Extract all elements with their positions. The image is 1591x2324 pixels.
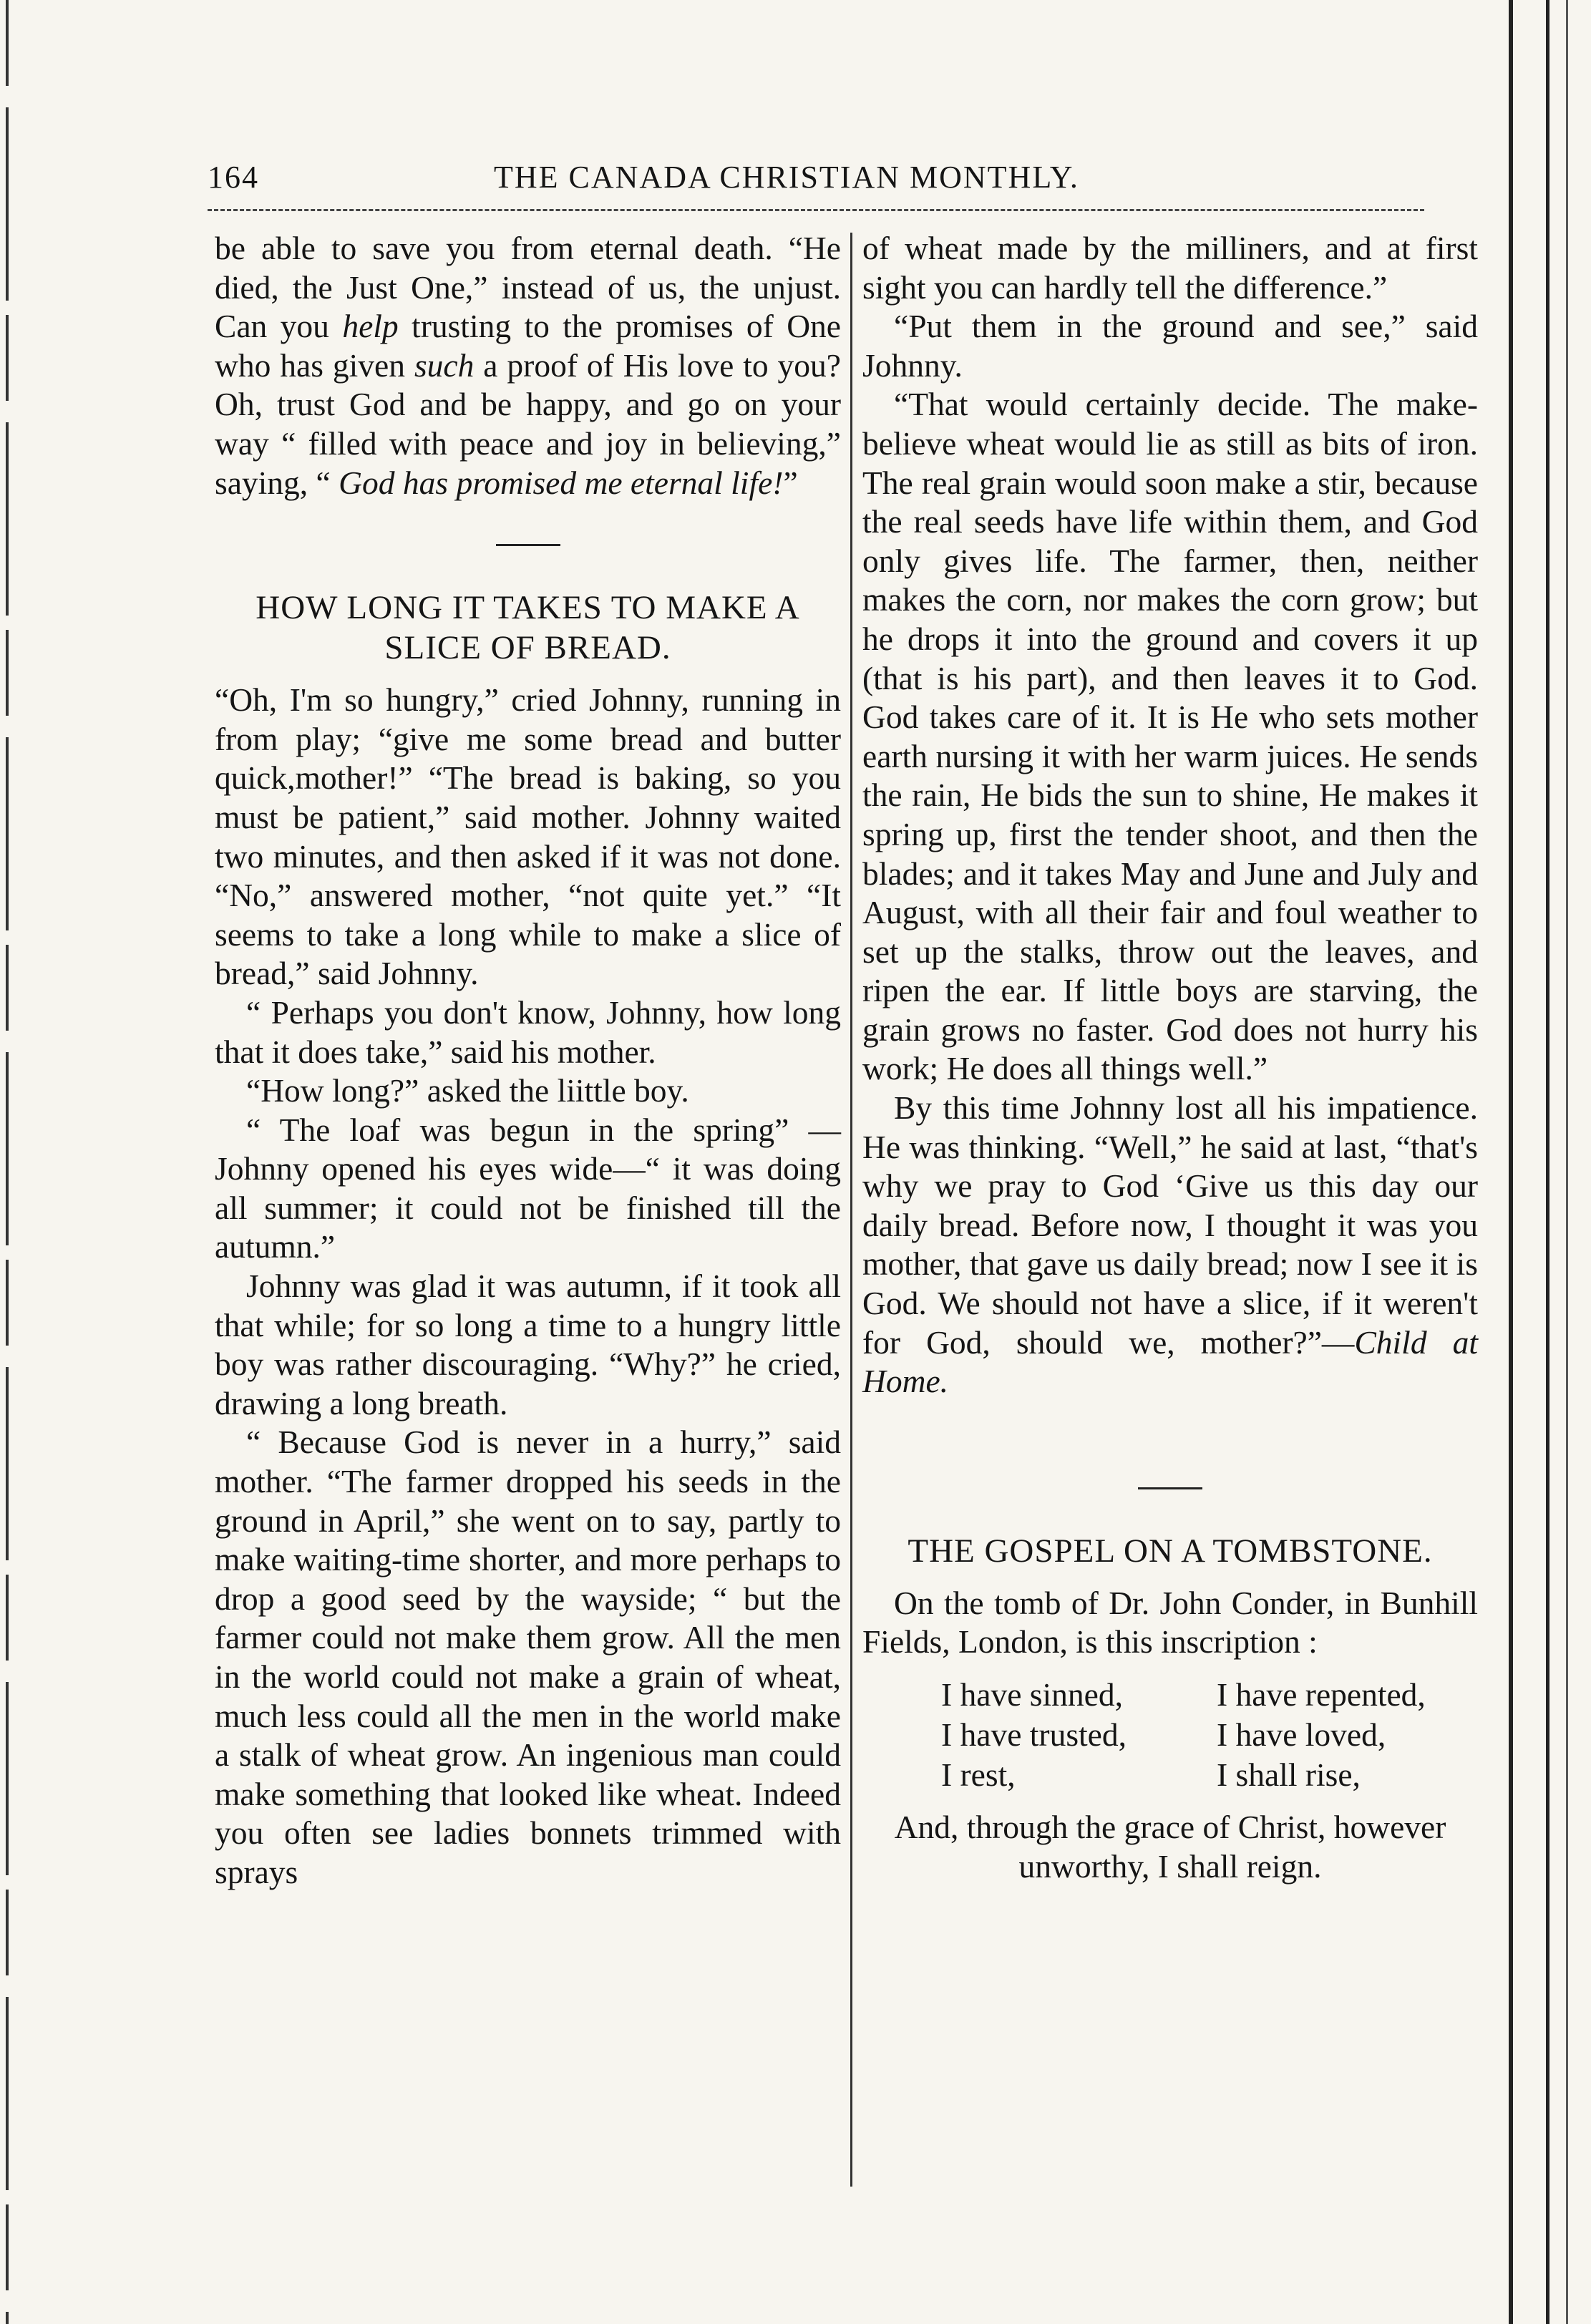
- article-paragraph: “That would certainly decide. The make-believe wheat would lie as still as bits of iron. The real grain would soon make a stir, because the real seeds have life within them, and God only gives life. The farmer, then, neither makes the corn, nor makes the corn grow; but he drops it into the ground and covers it up (that is his part), and then leaves it to God. God takes care of it. It is He who sets mother earth nursing it with her warm juices. He sends the rain, He bids the sun to shine, He makes it spring up, first the tender shoot, and then the blades; and it takes May and June and July and August, with all their fair and foul weather to set up the stalks, throw out the leaves, and ripen the ear. If little boys are starving, the grain grows no faster. God does not hurry his work; He does all things well.”: [862, 386, 1478, 1087]
- scan-edge-right: [1509, 0, 1513, 2324]
- closing-line: And, through the grace of Christ, however unworthy, I shall reign.: [894, 1809, 1446, 1885]
- article-paragraph: By this time Johnny lost all his impatience. He was thinking. “Well,” he said at last, “that's why we pray to God ‘Give us this day our daily bread. Before now, I thought it was you mother, that gave us daily bread; now I see it is God. We should not have a slice, if it weren't for God, should we, mother?”—Child at Home.: [862, 1089, 1478, 1400]
- section-rule: [496, 544, 560, 546]
- article-paragraph: “ The loaf was begun in the spring” —Johnny opened his eyes wide—“ it was doing all summer; it could not be finished till the autumn.”: [215, 1111, 841, 1265]
- verse-line: I have repented,: [1217, 1676, 1426, 1713]
- verse-line: I have sinned,: [941, 1676, 1123, 1713]
- inscription-verse: [862, 1662, 1478, 1808]
- scan-edge-left: [6, 0, 9, 2324]
- article-heading: THE GOSPEL ON A TOMBSTONE.: [908, 1532, 1433, 1570]
- verse-line: I shall rise,: [1217, 1756, 1361, 1793]
- scan-edge-right: [1546, 0, 1549, 2324]
- running-header: [208, 159, 1424, 202]
- verse-line: I rest,: [941, 1756, 1016, 1793]
- column-divider: [850, 233, 852, 2187]
- article-paragraph: “ Perhaps you don't know, Johnny, how long that it does take,” said his mother.: [215, 993, 841, 1070]
- article-heading: HOW LONG IT TAKES TO MAKE A SLICE OF BREAD.: [256, 589, 800, 667]
- header-rule: [208, 209, 1424, 211]
- page-number: 164: [208, 160, 259, 195]
- article-paragraph: of wheat made by the milliners, and at first sight you can hardly tell the difference.”: [862, 230, 1478, 306]
- intro-paragraph: be able to save you from eternal death. “He died, the Just One,” instead of us, the unjust. Can you help trusting to the promises of One who has given such a proof of His love to you? Oh, trust God and be happy, and go on your way “ filled with peace and joy in believing,” saying, “ God has promised me eternal life!”: [215, 230, 842, 501]
- verse-line: I have trusted,: [941, 1716, 1127, 1753]
- article-paragraph: “How long?” asked the liittle boy.: [246, 1072, 689, 1109]
- tomb-intro: On the tomb of Dr. John Conder, in Bunhill Fields, London, is this inscription :: [862, 1584, 1478, 1661]
- article-paragraph: Johnny was glad it was autumn, if it took all that while; for so long a time to a hungry little boy was rather discouraging. “Why?” he cried, drawing a long breath.: [215, 1268, 841, 1421]
- left-column: [215, 229, 841, 1892]
- article-paragraph: “Put them in the ground and see,” said Johnny.: [862, 308, 1478, 384]
- section-rule: [1138, 1487, 1202, 1489]
- article-paragraph: “ Because God is never in a hurry,” said mother. “The farmer dropped his seeds in the ground in April,” she went on to say, partly to make waiting-time shorter, and more perhaps to drop a good seed by the wayside; “ but the farmer could not make them grow. All the men in the world could not make a grain of wheat, much less could all the men in the world make a stalk of wheat grow. An ingenious man could make something that looked like wheat. Indeed you often see ladies bonnets trimmed with sprays: [215, 1424, 841, 1890]
- journal-title: THE CANADA CHRISTIAN MONTHLY.: [494, 160, 1079, 195]
- scan-edge-right: [1566, 0, 1568, 2324]
- attribution: Child at Home.: [862, 1323, 1478, 1400]
- right-column: [862, 229, 1478, 1886]
- article-paragraph: “Oh, I'm so hungry,” cried Johnny, running in from play; “give me some bread and butter quick,mother!” “The bread is baking, so you must be patient,” said mother. Johnny waited two minutes, and then asked if it was not done. “No,” answered mother, “not quite yet.” “It seems to take a long while to make a slice of bread,” said Johnny.: [215, 681, 841, 992]
- verse-line: I have loved,: [1217, 1716, 1386, 1753]
